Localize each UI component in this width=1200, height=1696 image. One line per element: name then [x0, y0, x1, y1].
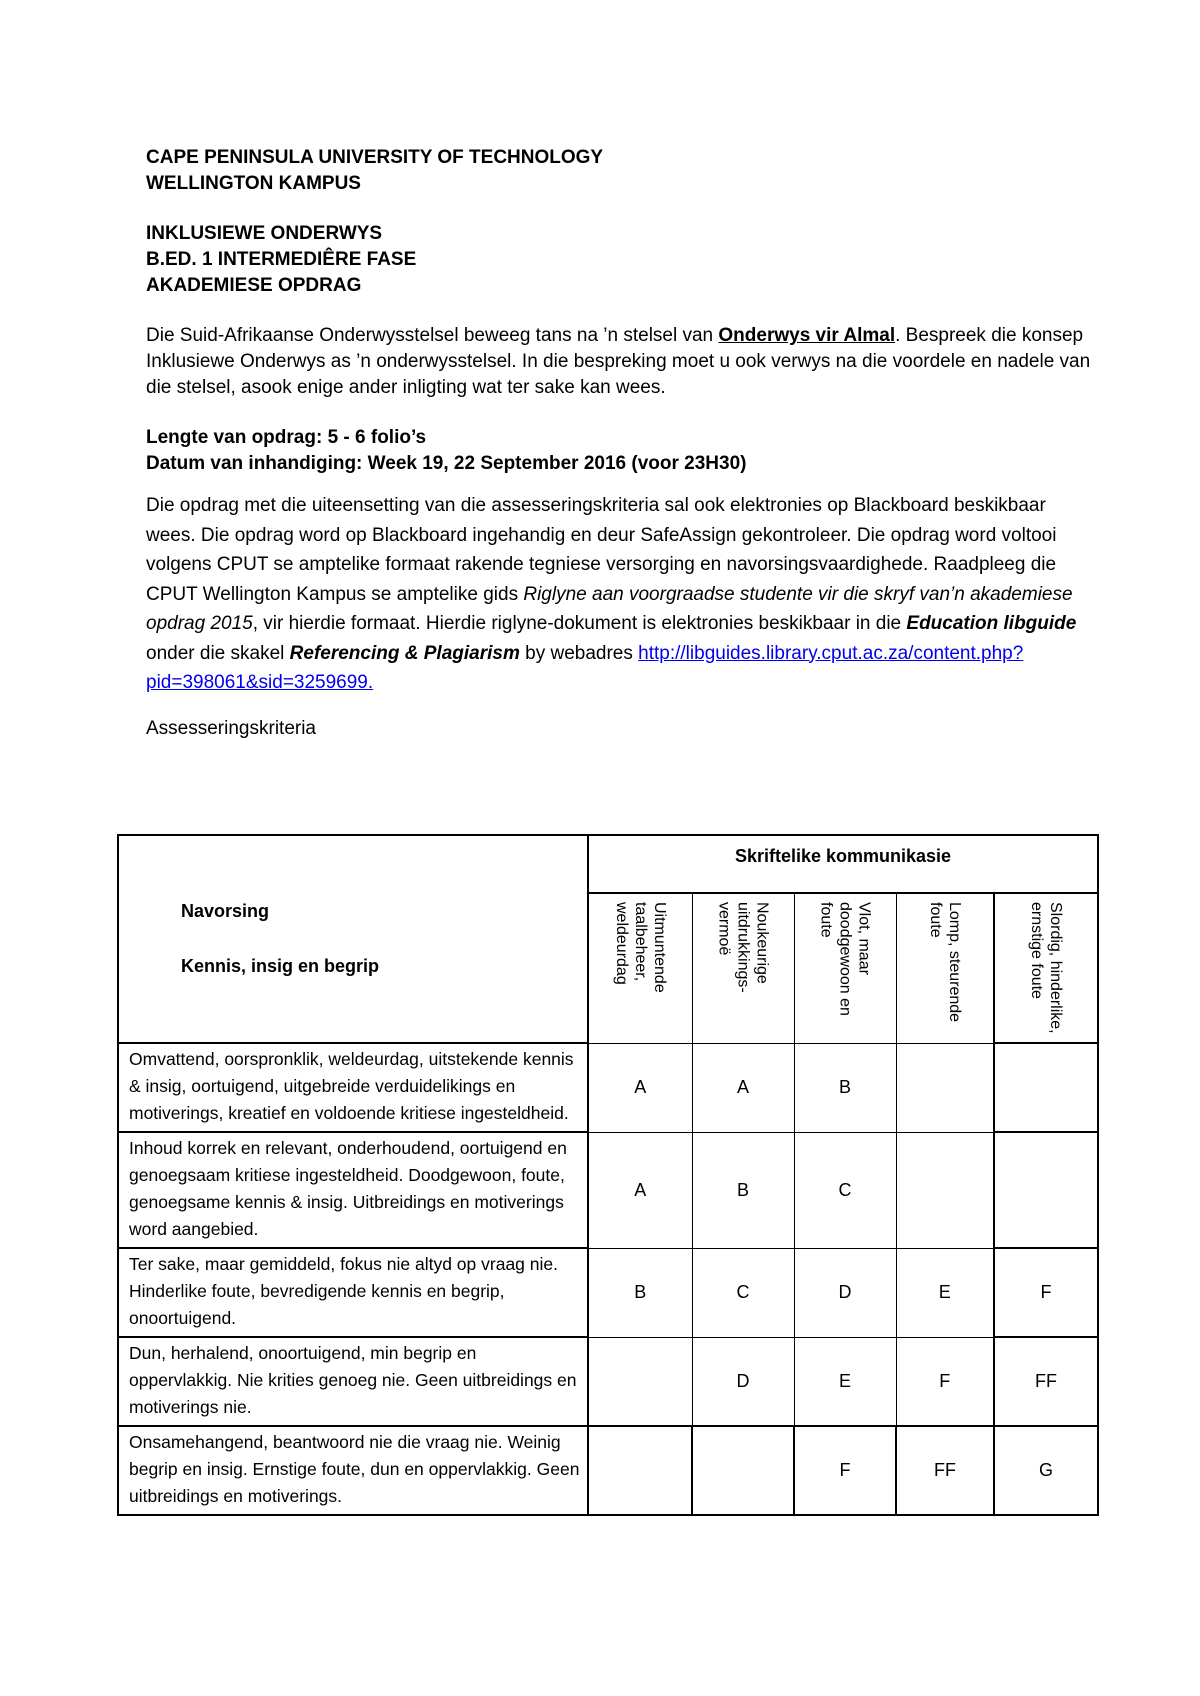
assessment-rubric-table	[117, 834, 1099, 1516]
table-row	[118, 1132, 1098, 1248]
grade-cell: B	[588, 1248, 692, 1337]
grade-cell	[896, 1043, 994, 1132]
row-description: Omvattend, oorspronklik, weldeurdag, uitstekende kennis & insig, oortuigend, uitgebreide verduidelikings en motiverings, kreatief en voldoende kritiese ingesteldheid.	[118, 1043, 588, 1132]
group-header-written-communication: Skriftelike kommunikasie	[588, 835, 1098, 893]
table-row	[118, 1043, 1098, 1132]
row-description: Inhoud korrek en relevant, onderhoudend, oortuigend en genoegsaam kritiese ingesteldheid. Doodgewoon, foute, genoegsame kennis & insig. Uitbreidings en motiverings word aangebied.	[118, 1132, 588, 1248]
instructions-paragraph: Die opdrag met die uiteensetting van die assesseringskriteria sal ook elektronies op Blackboard beskikbaar wees. Die opdrag word op Blackboard ingehandig en deur SafeAssign gekontroleer. Die opdrag word voltooi volgens CPUT se amptelike formaat rakende tegniese versorging en navorsingsvaardighede. Raadpleeg die CPUT Wellington Kampus se amptelike gids Riglyne aan voorgraadse studente vir die skryf van’n akademiese opdrag 2015, vir hierdie formaat. Hierdie riglyne-dokument is elektronies beskikbaar in die Education libguide onder die skakel Referencing & Plagiarism by webadres http://libguides.library.cput.ac.za/content.php?pid=398061&sid=3259699.	[146, 495, 1077, 693]
grade-cell: B	[794, 1043, 896, 1132]
grade-cell	[896, 1132, 994, 1248]
grade-cell: E	[794, 1337, 896, 1426]
campus-name: WELLINGTON KAMPUS	[146, 173, 361, 194]
grade-cell: D	[794, 1248, 896, 1337]
assignment-title: AKADEMIESE OPDRAG	[146, 275, 362, 296]
grade-cell: D	[692, 1337, 794, 1426]
due-date: Datum van inhandiging: Week 19, 22 September 2016 (voor 23H30)	[146, 453, 747, 474]
criteria-heading: Assesseringskriteria	[146, 717, 316, 739]
grade-cell: A	[588, 1043, 692, 1132]
grade-cell: A	[692, 1043, 794, 1132]
grade-cell: F	[896, 1337, 994, 1426]
column-header: Lomp, steurende foute	[896, 893, 994, 1043]
grade-cell	[994, 1132, 1098, 1248]
grade-cell	[588, 1426, 692, 1515]
table-row	[118, 1337, 1098, 1426]
grade-cell: G	[994, 1426, 1098, 1515]
grade-cell	[692, 1426, 794, 1515]
document-page	[146, 145, 1096, 742]
grade-cell: FF	[896, 1426, 994, 1515]
row-description: Dun, herhalend, onoortuigend, min begrip en oppervlakkig. Nie krities genoeg nie. Geen uitbreidings en motiverings nie.	[118, 1337, 588, 1426]
grade-cell	[588, 1337, 692, 1426]
row-label-knowledge: Kennis, insig en begrip	[181, 956, 380, 976]
row-description: Ter sake, maar gemiddeld, fokus nie altyd op vraag nie. Hinderlike foute, bevredigende kennis en begrip, onoortuigend.	[118, 1248, 588, 1337]
guide-title: Riglyne aan voorgraadse studente vir die skryf van’n akademiese opdrag 2015	[146, 583, 1073, 634]
row-description: Onsamehangend, beantwoord nie die vraag nie. Weinig begrip en insig. Ernstige foute, dun en oppervlakkig. Geen uitbreidings en motiverings.	[118, 1426, 588, 1515]
libguide-url-link[interactable]: http://libguides.library.cput.ac.za/content.php?pid=398061&sid=3259699.	[146, 642, 1024, 693]
grade-cell: B	[692, 1132, 794, 1248]
grade-cell	[994, 1043, 1098, 1132]
row-label-research: Navorsing	[181, 901, 270, 921]
libguide-name: Education libguide	[906, 613, 1077, 634]
column-header: Slordig, hinderlike, ernstige foute	[994, 893, 1098, 1043]
table-row	[118, 1248, 1098, 1337]
course-level: B.ED. 1 INTERMEDIÊRE FASE	[146, 249, 417, 270]
column-header: Noukeurige uitdrukkings-vermoë	[692, 893, 794, 1043]
course-name: INKLUSIEWE ONDERWYS	[146, 223, 383, 244]
referencing-link-name: Referencing & Plagiarism	[289, 642, 520, 664]
grade-cell: FF	[994, 1337, 1098, 1426]
intro-highlight: Onderwys vir Almal	[718, 325, 896, 346]
table-row	[118, 1426, 1098, 1515]
column-header: Uitmuntende taalbeheer, weldeurdag	[588, 893, 692, 1043]
grade-cell: E	[896, 1248, 994, 1337]
university-name: CAPE PENINSULA UNIVERSITY OF TECHNOLOGY	[146, 147, 604, 168]
assignment-length: Lengte van opdrag: 5 - 6 folio’s	[146, 427, 427, 448]
intro-paragraph: Die Suid-Afrikaanse Onderwysstelsel beweeg tans na ’n stelsel van Onderwys vir Almal. Bespreek die konsep Inklusiewe Onderwys as ’n onderwysstelsel. In die bespreking moet u ook verwys na die voordele en nadele van die stelsel, asook enige ander inligting wat ter sake kan wees.	[146, 325, 1091, 398]
grade-cell: F	[994, 1248, 1098, 1337]
grade-cell: C	[794, 1132, 896, 1248]
grade-cell: A	[588, 1132, 692, 1248]
column-header: Vlot, maar doodgewoon en foute	[794, 893, 896, 1043]
grade-cell: C	[692, 1248, 794, 1337]
grade-cell: F	[794, 1426, 896, 1515]
row-label-cell	[118, 835, 588, 1043]
